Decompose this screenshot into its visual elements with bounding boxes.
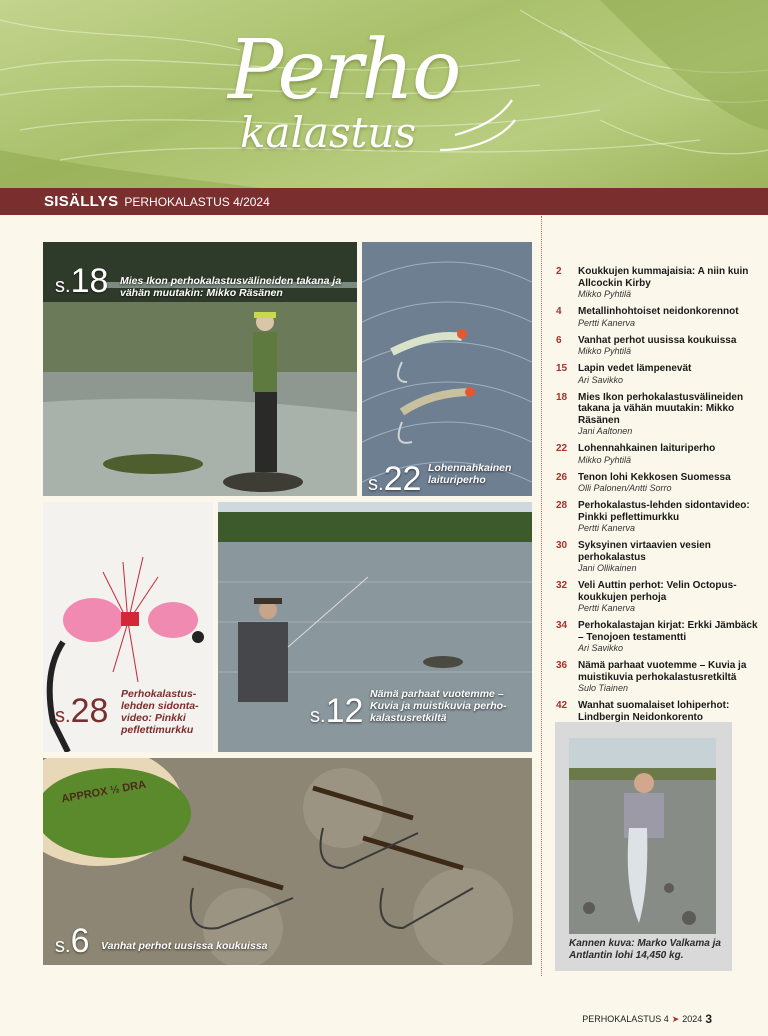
toc-page-number: 18: [556, 391, 568, 403]
photo-vintage-flies: [43, 758, 532, 965]
toc-author: Mikko Pyhtilä: [578, 346, 632, 356]
toc-title: Wanhat suomalaiset lohiperhot: Lindbergin Neidonkorento: [578, 700, 730, 723]
toc-author: Mikko Pyhtilä: [578, 454, 632, 465]
toc-entry: [556, 266, 762, 300]
caption-12: Nämä parhaat vuotemme – Kuvia ja muistikuvia perho-kalastusretkiltä: [370, 688, 507, 724]
page-ref-6: s.6: [55, 922, 90, 960]
toc-author: Pertti Kanerva: [578, 523, 636, 533]
logo-subtitle: kalastus: [240, 108, 416, 157]
toc-author: Ari Savikko: [578, 374, 624, 385]
toc-entry: [556, 660, 762, 694]
toc-page-number: 4: [556, 306, 562, 317]
photo-pink-ant-fly: [43, 502, 213, 752]
caption-6: Vanhat perhot uusissa koukuissa: [101, 940, 268, 952]
toc-title: Nämä parhaat vuotemme – Kuvia ja muistikuvia perhokalastusretkiltä: [578, 660, 747, 683]
toc-title: Tenon lohi Kekkosen Suomessa: [578, 471, 731, 483]
photo-angler-river: [43, 242, 357, 496]
toc-page-number: 36: [556, 660, 568, 671]
page-ref-12: s.12: [310, 692, 364, 730]
column-divider: [541, 216, 542, 976]
toc-page-number: 42: [556, 700, 568, 711]
logo-title: Perho: [228, 23, 460, 118]
salmon-skin-flies-image: [362, 242, 532, 496]
toc-page-number: 2: [556, 266, 562, 277]
toc-title: Syksyinen virtaavien vesien perhokalastus: [578, 540, 711, 563]
toc-page-number: 30: [556, 540, 568, 551]
table-of-contents: [556, 266, 762, 758]
issue-label: PERHOKALASTUS 4/2024: [124, 194, 270, 209]
toc-title: Lohennahkainen laituriperho: [578, 443, 716, 454]
footer-year: 2024: [682, 1014, 703, 1024]
cover-box: [555, 722, 732, 971]
toc-author: Olli Palonen/Antti Sorro: [578, 483, 672, 493]
toc-author: Pertti Kanerva: [578, 317, 636, 328]
section-band: [0, 188, 768, 215]
toc-page-number: 34: [556, 620, 568, 631]
toc-entry: [556, 443, 762, 466]
toc-page-number: 22: [556, 443, 568, 454]
toc-entry: [556, 580, 762, 614]
toc-author: Jani Aaltonen: [578, 426, 633, 436]
cover-caption: Kannen kuva: Marko Valkama ja Antlantin lohi 14,450 kg.: [569, 938, 721, 961]
toc-title: Perhokalastajan kirjat: Erkki Jämbäck – Tenojoen testamentti: [578, 620, 758, 643]
caption-22: Lohennahkainen laituriperho: [428, 462, 512, 486]
toc-entry: [556, 500, 762, 534]
page-ref-22: s.22: [368, 460, 422, 496]
cover-salmon-image: [569, 738, 716, 934]
caption-28: Perhokalastus-lehden sidonta-video: Pinkki peflettimurkku: [121, 688, 199, 736]
toc-entry: [556, 306, 762, 329]
toc-entry: [556, 540, 762, 574]
toc-entry: [556, 472, 762, 495]
toc-title: Veli Auttin perhot: Velin Octopus-koukkujen perhoja: [578, 580, 737, 603]
cover-photo: [569, 738, 716, 934]
toc-author: Mikko Pyhtilä: [578, 289, 632, 299]
spool-label: APPROX ½ DRA: [60, 778, 147, 806]
photo-salmon-skin-flies: [362, 242, 532, 496]
toc-page-number: 26: [556, 471, 568, 483]
page-number: 3: [705, 1012, 712, 1026]
toc-title: Vanhat perhot uusissa koukuissa: [578, 334, 737, 346]
section-title: SISÄLLYS: [44, 193, 119, 210]
photo-angler-lake: [218, 502, 532, 752]
toc-title: Koukkujen kummajaisia: A niin kuin Allcockin Kirby: [578, 266, 749, 289]
toc-author: Jani Ollikainen: [578, 563, 637, 573]
toc-page-number: 28: [556, 500, 568, 511]
toc-author: Sulo Tiainen: [578, 683, 628, 693]
toc-page-number: 32: [556, 580, 568, 591]
footer-magazine: PERHOKALASTUS 4: [582, 1014, 669, 1024]
fly-icon: ➤: [671, 1013, 680, 1024]
toc-page-number: 6: [556, 334, 562, 346]
masthead: [0, 0, 768, 188]
page-ref-18: s.18: [55, 262, 109, 300]
toc-title: Perhokalastus-lehden sidontavideo: Pinkki peflettimurkku: [578, 500, 750, 523]
toc-page-number: 15: [556, 363, 568, 374]
toc-title: Lapin vedet lämpenevät: [578, 363, 692, 374]
toc-author: Ari Savikko: [578, 643, 624, 653]
toc-entry: [556, 392, 762, 438]
caption-18: Mies Ikon perhokalastusvälineiden takana ja vähän muutakin: Mikko Räsänen: [120, 275, 342, 299]
page-footer: [582, 1012, 712, 1026]
toc-entry: [556, 620, 762, 654]
toc-title: Mies Ikon perhokalastusvälineiden takana ja vähän muutakin: Mikko Räsänen: [578, 391, 744, 426]
toc-author: Pertti Kanerva: [578, 603, 636, 613]
toc-entry: [556, 363, 762, 386]
toc-title: Metallinhohtoiset neidonkorennot: [578, 306, 739, 317]
toc-entry: [556, 335, 762, 358]
page-ref-28: s.28: [55, 692, 109, 730]
